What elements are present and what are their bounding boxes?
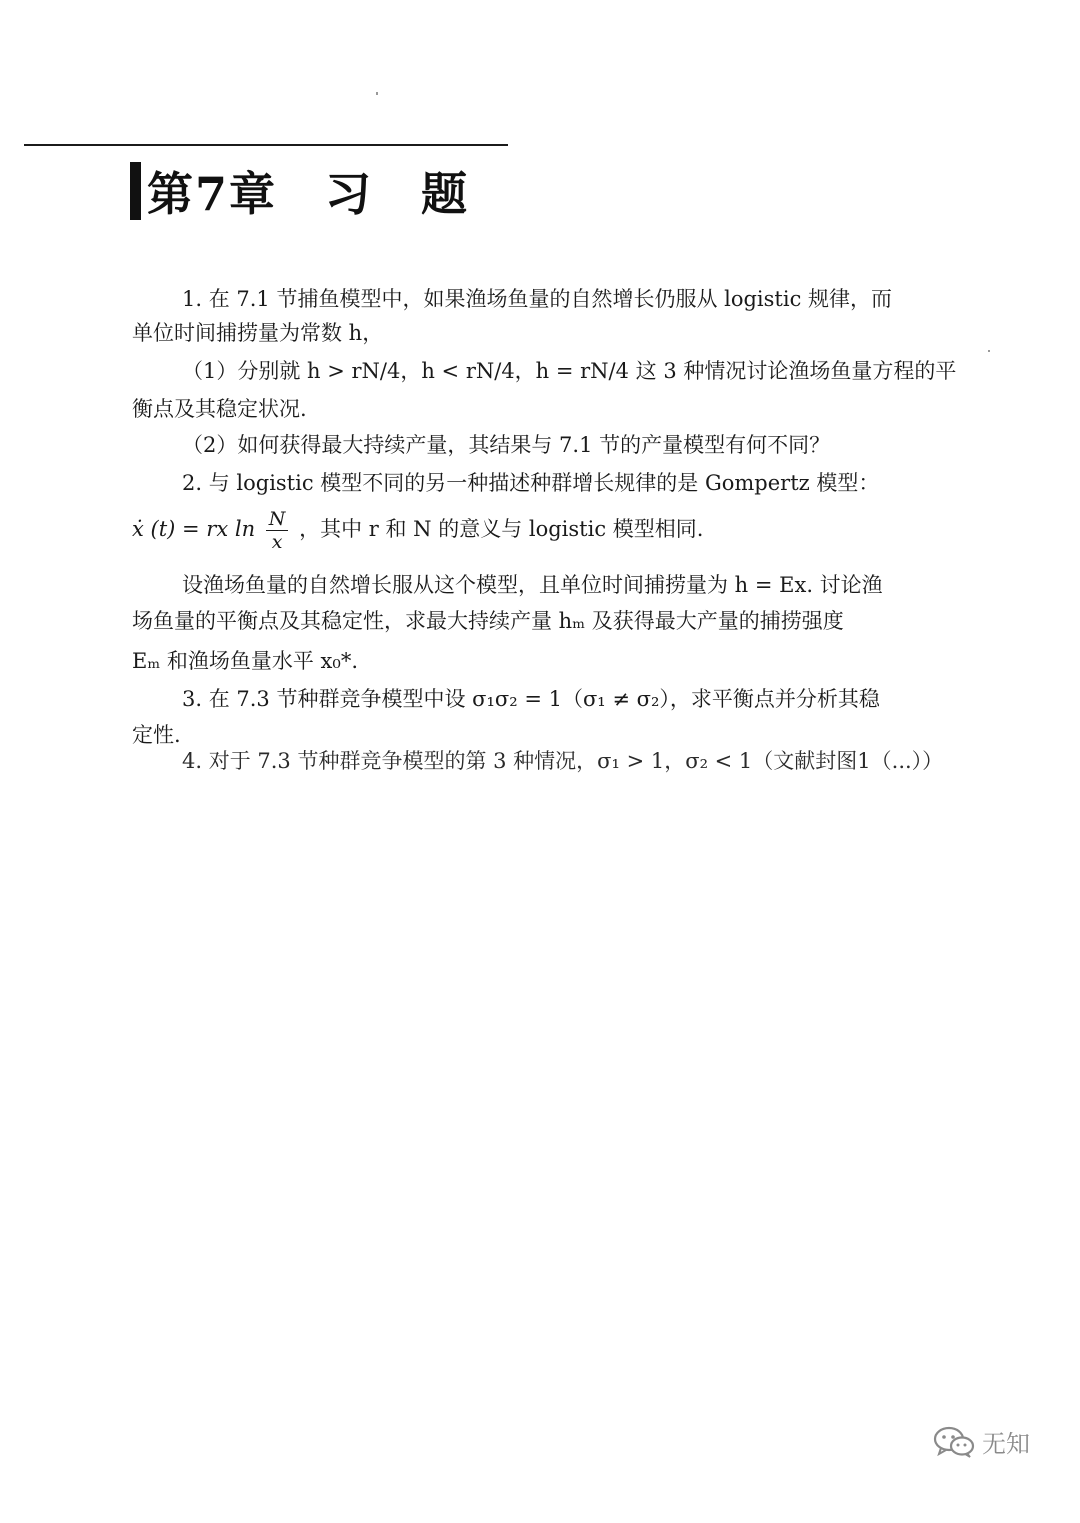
wechat-icon (932, 1425, 976, 1459)
text-line: 衡点及其稳定状况. (132, 397, 307, 421)
title-bar (130, 162, 141, 220)
cut-off-line (182, 749, 944, 774)
text-line: 定性. (132, 723, 181, 747)
top-rule (24, 144, 508, 146)
text-line: 2. 与 logistic 模型不同的另一种描述种群增长规律的是 Gompertz 模型： (182, 471, 880, 495)
fraction (266, 508, 289, 553)
scan-speck (376, 92, 378, 95)
formula-line (132, 508, 703, 553)
cut-off-text: 4. 对于 7.3 节种群竞争模型的第 3 种情况，σ₁ > 1，σ₂ < 1（文献封图1（...）） (182, 749, 944, 773)
text-line: 3. 在 7.3 节种群竞争模型中设 σ₁σ₂ = 1（σ₁ ≠ σ₂），求平衡点并分析其稳 (182, 687, 880, 711)
watermark-text: 无知 (982, 1430, 1030, 1458)
scan-speck (988, 350, 990, 352)
text-line: Eₘ 和渔场鱼量水平 x₀*. (132, 649, 358, 673)
text-line: 单位时间捕捞量为常数 h， (132, 321, 384, 345)
text-line: 设渔场鱼量的自然增长服从这个模型，且单位时间捕捞量为 h = Ex. 讨论渔 (182, 573, 883, 597)
chapter-title: 第7章 习 题 (147, 167, 470, 221)
text-line: 场鱼量的平衡点及其稳定性，求最大持续产量 hₘ 及获得最大产量的捕捞强度 (132, 609, 844, 633)
chapter-heading (130, 160, 469, 222)
text-line: 1. 在 7.1 节捕鱼模型中，如果渔场鱼量的自然增长仍服从 logistic 规律，而 (182, 287, 893, 311)
text-line: （2）如何获得最大持续产量，其结果与 7.1 节的产量模型有何不同？ (182, 433, 831, 457)
watermark (932, 1424, 1030, 1459)
formula-lhs: ẋ (t) = rx ln (132, 517, 256, 541)
fraction-denominator: x (271, 531, 283, 553)
formula-rest: ，其中 r 和 N 的意义与 logistic 模型相同. (299, 517, 704, 541)
text-line: （1）分别就 h > rN/4，h < rN/4，h = rN/4 这 3 种情况讨论渔场鱼量方程的平 (182, 359, 957, 383)
fraction-numerator: N (266, 508, 289, 531)
